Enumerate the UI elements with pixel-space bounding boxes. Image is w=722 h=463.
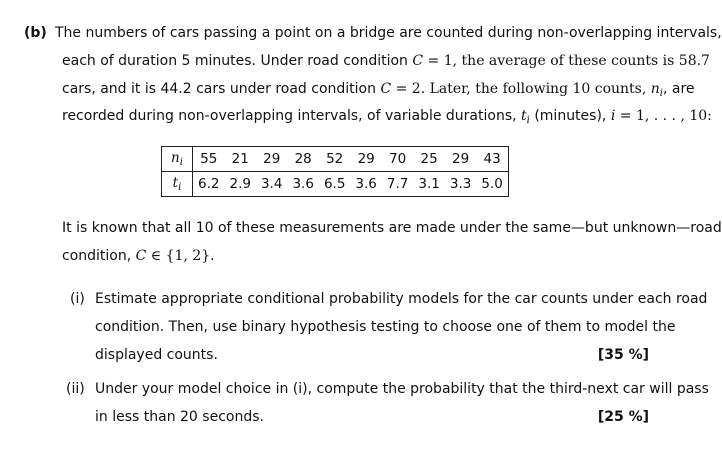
table-row [162,172,509,197]
intro-line-1: The numbers of cars passing a point on a bridge are counted during non-overlapping intervals, [55,25,722,41]
intro-line-4: recorded during non-overlapping intervals, of variable durations, $t_i$ (minutes), i = 1, . . . , 10: [62,108,712,126]
table-cell: 3.1 [413,172,444,197]
row-header-t: $t_i$ [162,172,193,197]
table-cell: 43 [476,147,508,172]
condition-line-1: It is known that all 10 of these measurements are made under the same—but unknown—road [62,220,722,236]
table-cell: 29 [350,147,381,172]
table-cell: 28 [287,147,318,172]
table-cell: 55 [193,147,225,172]
table-cell: 29 [256,147,287,172]
item-i-line-1: Estimate appropriate conditional probability models for the car counts under each road [95,291,708,307]
table-cell: 3.3 [445,172,476,197]
table-cell: 7.7 [382,172,413,197]
row-header-n: $n_i$ [162,147,193,172]
intro-line-2: each of duration 5 minutes. Under road condition C = 1, the average of these counts is 58.7 [62,53,710,69]
table-cell: 3.4 [256,172,287,197]
table-cell: 6.2 [193,172,225,197]
part-label: (b) [24,25,47,41]
table-cell: 52 [319,147,350,172]
item-i-marks: [35 %] [597,347,649,363]
condition-line-2: condition, C ∈ {1, 2}. [62,248,215,264]
item-ii-label: (ii) [66,381,85,397]
table-cell: 3.6 [350,172,381,197]
item-ii-marks: [25 %] [597,409,649,425]
item-i-line-3: displayed counts. [95,347,218,363]
counts-table [161,146,509,197]
table-cell: 70 [382,147,413,172]
table-cell: 29 [445,147,476,172]
item-ii-line-1: Under your model choice in (i), compute the probability that the third-next car will pass [95,381,709,397]
table-row [162,147,509,172]
table-cell: 6.5 [319,172,350,197]
table-cell: 25 [413,147,444,172]
table-cell: 21 [224,147,255,172]
table-cell: 5.0 [476,172,508,197]
intro-line-3: cars, and it is 44.2 cars under road condition C = 2. Later, the following 10 counts, $n_i$, are [62,81,695,99]
item-i-label: (i) [70,291,85,307]
item-i-line-2: condition. Then, use binary hypothesis testing to choose one of them to model the [95,319,676,335]
item-ii-line-2: in less than 20 seconds. [95,409,264,425]
table-cell: 2.9 [224,172,255,197]
table-cell: 3.6 [287,172,318,197]
